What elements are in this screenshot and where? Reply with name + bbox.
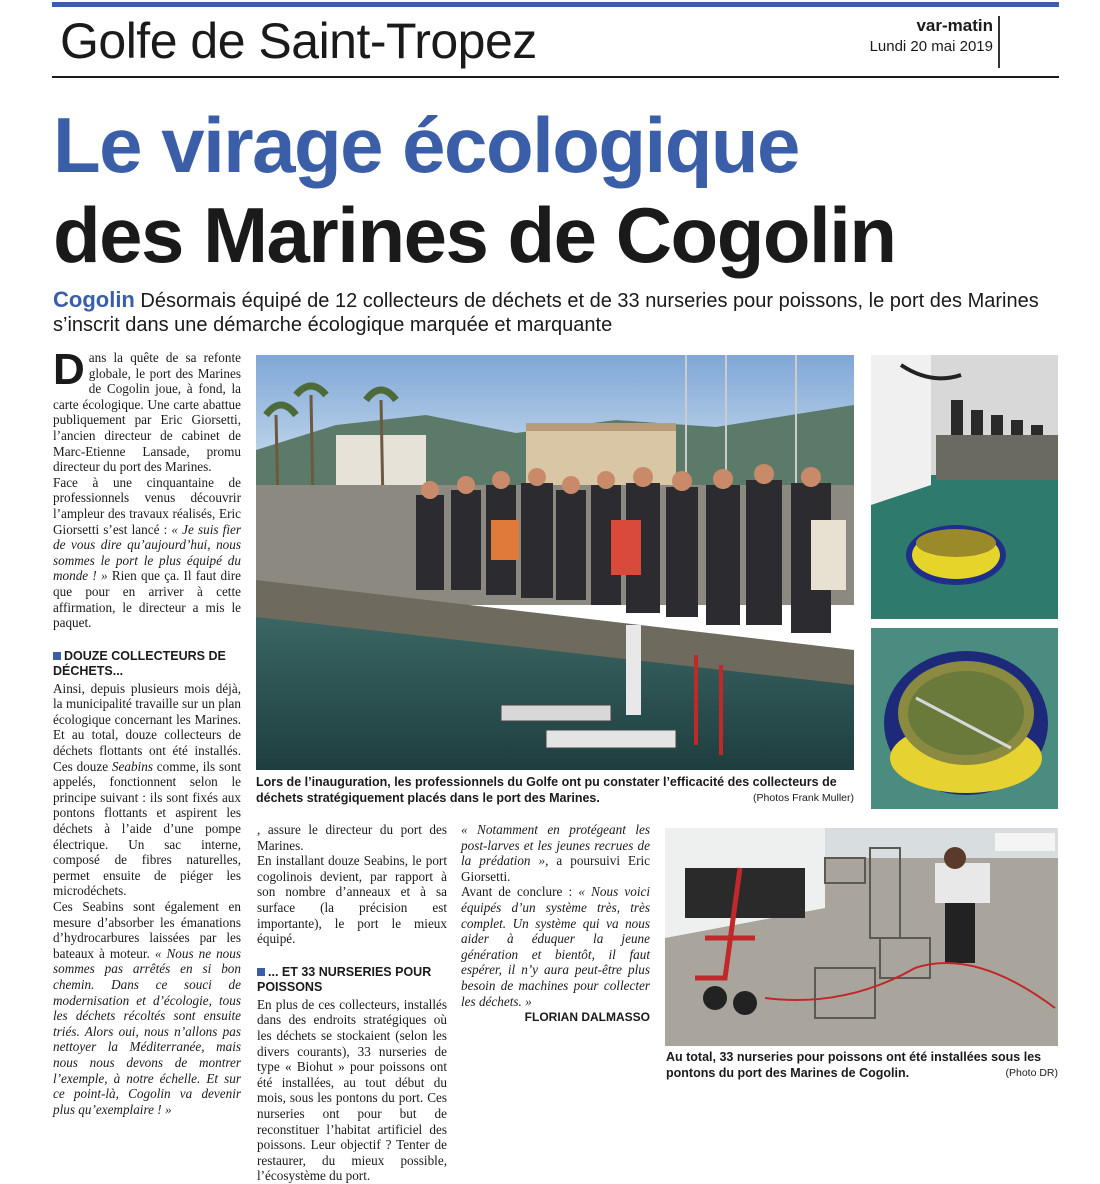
header-divider bbox=[998, 16, 1000, 68]
article-column-2 bbox=[257, 822, 447, 1184]
article-column-1 bbox=[53, 345, 241, 1117]
deck-text: Désormais équipé de 12 collecteurs de déchets et de 33 nurseries pour poissons, le port des Marines s’inscrit dans une démarche écologique marquée et marquante bbox=[53, 290, 1039, 336]
headline-line-2: des Marines de Cogolin bbox=[53, 191, 896, 279]
seabins-term: Seabins bbox=[111, 758, 153, 774]
deck-place: Cogolin bbox=[53, 287, 135, 312]
square-bullet-icon bbox=[257, 968, 265, 976]
subheading-collectors bbox=[53, 649, 241, 679]
paragraph-5: En installant douze Seabins, le port cogolinois devient, par rapport à son nombre d’anneaux et à sa surface (la précision est importante), le port le mieux équipé. bbox=[257, 853, 447, 947]
headline-line-1: Le virage écologique bbox=[53, 101, 799, 189]
newspaper-brand: var-matin bbox=[916, 16, 993, 35]
nurseries-photo bbox=[665, 828, 1058, 1046]
paragraph-4-end: , assure le directeur du port des Marines. bbox=[257, 822, 447, 853]
paragraph-3-end: comme, ils sont appelés, fonctionnent selon le principe suivant : ils sont fixés aux pontons flottants et aspirent les déchets à l’aide d’une pompe électrique. Un sac interne, composé de fibres naturelles, permet ensuite de piéger les microdéchets. bbox=[53, 758, 241, 899]
inauguration-photo bbox=[256, 355, 854, 770]
top-accent-bar bbox=[52, 2, 1059, 7]
byline: FLORIAN DALMASSO bbox=[524, 1010, 650, 1025]
quote-1: « Je suis fier de vous dire qu’aujourd’hui, nous sommes le port le plus équipé du monde ! » bbox=[53, 521, 241, 584]
subheading-nurseries bbox=[257, 965, 447, 995]
paragraph-2: Face à une cinquantaine de professionnels venus découvrir l’ampleur des travaux réalisés, Eric Giorsetti s’est lancé : bbox=[53, 474, 241, 537]
seabin-dock-photo bbox=[871, 355, 1058, 619]
main-photo-credit: (Photos Frank Muller) bbox=[753, 792, 854, 804]
paragraph-3: Ainsi, depuis plusieurs mois déjà, la municipalité travaille sur un plan écologique concernant les Marines. Et au total, douze collecteurs de déchets flottants ont été installés. Ces douze bbox=[53, 680, 241, 774]
issue-date: Lundi 20 mai 2019 bbox=[869, 38, 993, 55]
paragraph-6-end: , a poursuivi Eric Giorsetti. bbox=[461, 853, 650, 884]
drop-cap: D bbox=[53, 345, 85, 394]
subheading-collectors-text: DOUZE COLLECTEURS DE DÉCHETS... bbox=[53, 648, 226, 678]
paragraph-7: Avant de conclure : bbox=[461, 884, 579, 900]
quote-4: « Nous voici équipés d’un système très, très complet. Un système qui va nous aider à éduquer la jeune génération et bientôt, il faut espérer, il n’y aura peut-être plus besoin de machines pour collecter les déchets. » bbox=[461, 884, 650, 1009]
paragraph-1: ans la quête de sa refonte globale, le port des Marines de Cogolin joue, à fond, la carte écologique. Une carte abattue publiquement par Eric Giorsetti, l’ancien directeur de cabinet de Marc-Etienne Lansade, promu directeur du port des Marines. bbox=[53, 350, 241, 475]
subheading-nurseries-text: ... ET 33 NURSERIES POUR POISSONS bbox=[257, 964, 432, 994]
square-bullet-icon bbox=[53, 652, 61, 660]
article-column-3 bbox=[461, 822, 650, 1026]
paragraph-4: Ces Seabins sont également en mesure d’absorber les émanations d’hydrocarbures laissées par les bateaux à moteur. bbox=[53, 899, 241, 961]
seabin-closeup-photo bbox=[871, 628, 1058, 809]
paragraph-2-end: Rien que ça. Il faut dire que pour en arriver à cette affirmation, le directeur a mis le paquet. bbox=[53, 568, 241, 631]
section-title: Golfe de Saint-Tropez bbox=[60, 13, 537, 69]
quote-3: « Notamment en protégeant les post-larves et les jeunes recrues de la prédation » bbox=[461, 822, 650, 869]
nurseries-caption-text: Au total, 33 nurseries pour poissons ont été installées sous les pontons du port des Marines de Cogolin. bbox=[666, 1050, 1042, 1080]
nurseries-photo-credit: (Photo DR) bbox=[1005, 1067, 1058, 1079]
paragraph-6: En plus de ces collecteurs, installés dans des endroits stratégiques où les déchets se stockaient (selon les divers courants), 33 nurseries de type « Biohut » pour poissons ont été installées, au tout début du mois, sous les pontons du port. Ces nurseries ont pour but de reconstituer l’habitat artificiel des poissons. Leur objectif ? Tenter de restaurer, du mieux possible, l’écosystème du port. bbox=[257, 996, 447, 1184]
quote-2: « Nous ne nous sommes pas arrêtés en si bon chemin. Dans ce souci de modernisation et d’écologie, tous les déchets récoltés sont ensuite triés. Alors oui, nous n’allons pas nettoyer la Méditerranée, mais nous nous devons de montrer l’exemple, à notre échelle. Et sur ce point-là, Cogolin va devenir plus qu’exemplaire ! » bbox=[53, 945, 241, 1117]
header-rule bbox=[52, 76, 1059, 78]
main-caption-text: Lors de l’inauguration, les professionnels du Golfe ont pu constater l’efficacité des collecteurs de déchets stratégiquement placés dans le port des Marines. bbox=[256, 775, 837, 805]
article-deck bbox=[53, 288, 1053, 337]
